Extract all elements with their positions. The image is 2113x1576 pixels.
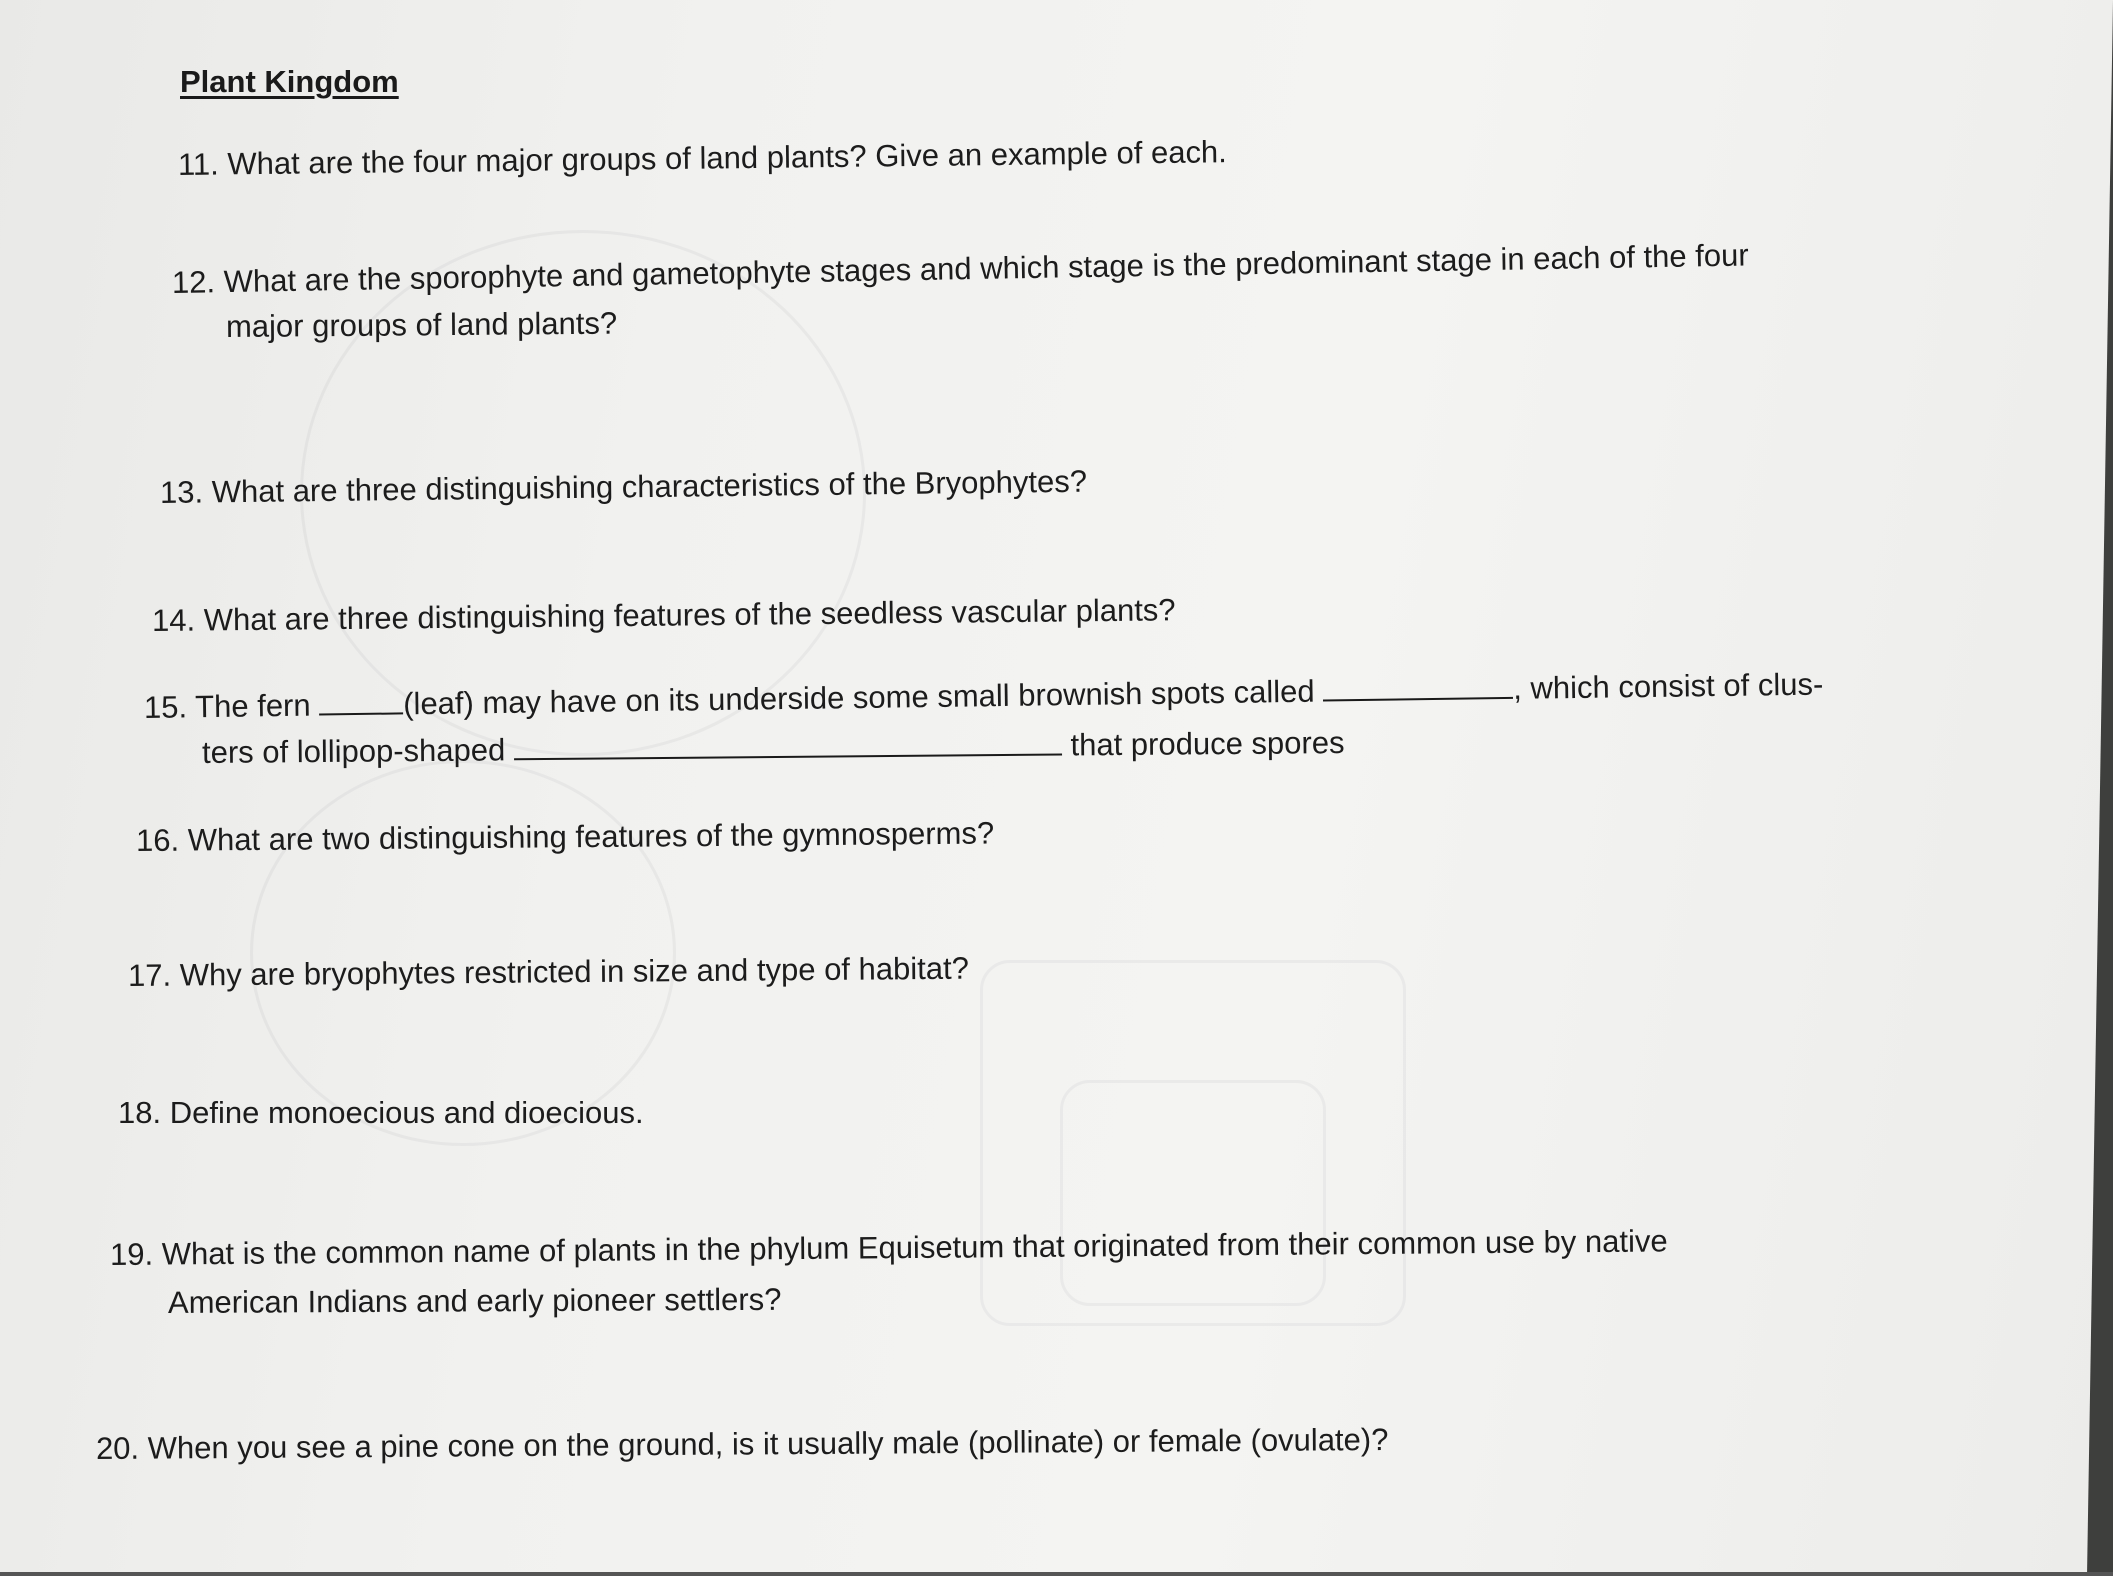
question-text: What are the four major groups of land plants? Give an example of each.	[227, 134, 1228, 182]
question-12-continued	[226, 303, 618, 348]
question-18	[118, 1092, 644, 1134]
page-title: Plant Kingdom	[180, 64, 399, 99]
question-16	[136, 813, 994, 862]
question-text: (leaf) may have on its underside some small brownish spots called	[402, 673, 1315, 722]
question-text: What are three distinguishing characteristics of the Bryophytes?	[211, 463, 1088, 510]
question-text: What are the sporophyte and gametophyte stages and which stage is the predominant stage in each of the four	[223, 237, 1749, 300]
table-edge	[2087, 0, 2113, 1576]
question-12	[172, 234, 1749, 304]
question-number: 19.	[109, 1236, 154, 1272]
question-number: 17.	[127, 957, 172, 993]
question-19-continued	[168, 1279, 782, 1324]
question-13	[160, 461, 1088, 514]
question-17	[128, 948, 969, 997]
bleed-through-drawing	[1060, 1080, 1326, 1306]
question-text: American Indians and early pioneer settlers?	[167, 1281, 782, 1320]
question-text: Why are bryophytes restricted in size and type of habitat?	[179, 950, 970, 993]
question-text: When you see a pine cone on the ground, is it usually male (pollinate) or female (ovulate)?	[147, 1421, 1389, 1466]
table-edge	[0, 1572, 2113, 1576]
question-15-continued	[202, 722, 1345, 774]
question-text: What are three distinguishing features of the seedless vascular plants?	[203, 592, 1176, 638]
question-19	[110, 1220, 1668, 1276]
question-text: ters of lollipop-shaped	[201, 732, 506, 770]
question-text: , which consist of clus-	[1512, 666, 1824, 706]
question-text: major groups of land plants?	[225, 305, 618, 344]
answer-blank[interactable]	[1323, 671, 1513, 702]
question-text: that produce spores	[1070, 725, 1345, 763]
question-number: 16.	[135, 822, 180, 858]
question-text: The fern	[194, 687, 311, 725]
question-number: 20.	[95, 1430, 140, 1466]
question-text: What is the common name of plants in the phylum Equisetum that originated from their common use by native	[161, 1223, 1668, 1272]
question-number: 15.	[143, 689, 188, 725]
answer-blank[interactable]	[319, 686, 403, 715]
question-20	[96, 1419, 1389, 1470]
question-14	[152, 589, 1176, 642]
answer-blank[interactable]	[514, 727, 1062, 760]
question-number: 13.	[159, 474, 204, 510]
question-text: Define monoecious and dioecious.	[169, 1095, 644, 1130]
question-number: 12.	[171, 264, 216, 300]
question-number: 11.	[177, 146, 220, 182]
question-number: 14.	[151, 602, 196, 638]
question-number: 18.	[118, 1095, 162, 1130]
question-text: What are two distinguishing features of the gymnosperms?	[187, 815, 995, 858]
question-11	[178, 131, 1227, 186]
